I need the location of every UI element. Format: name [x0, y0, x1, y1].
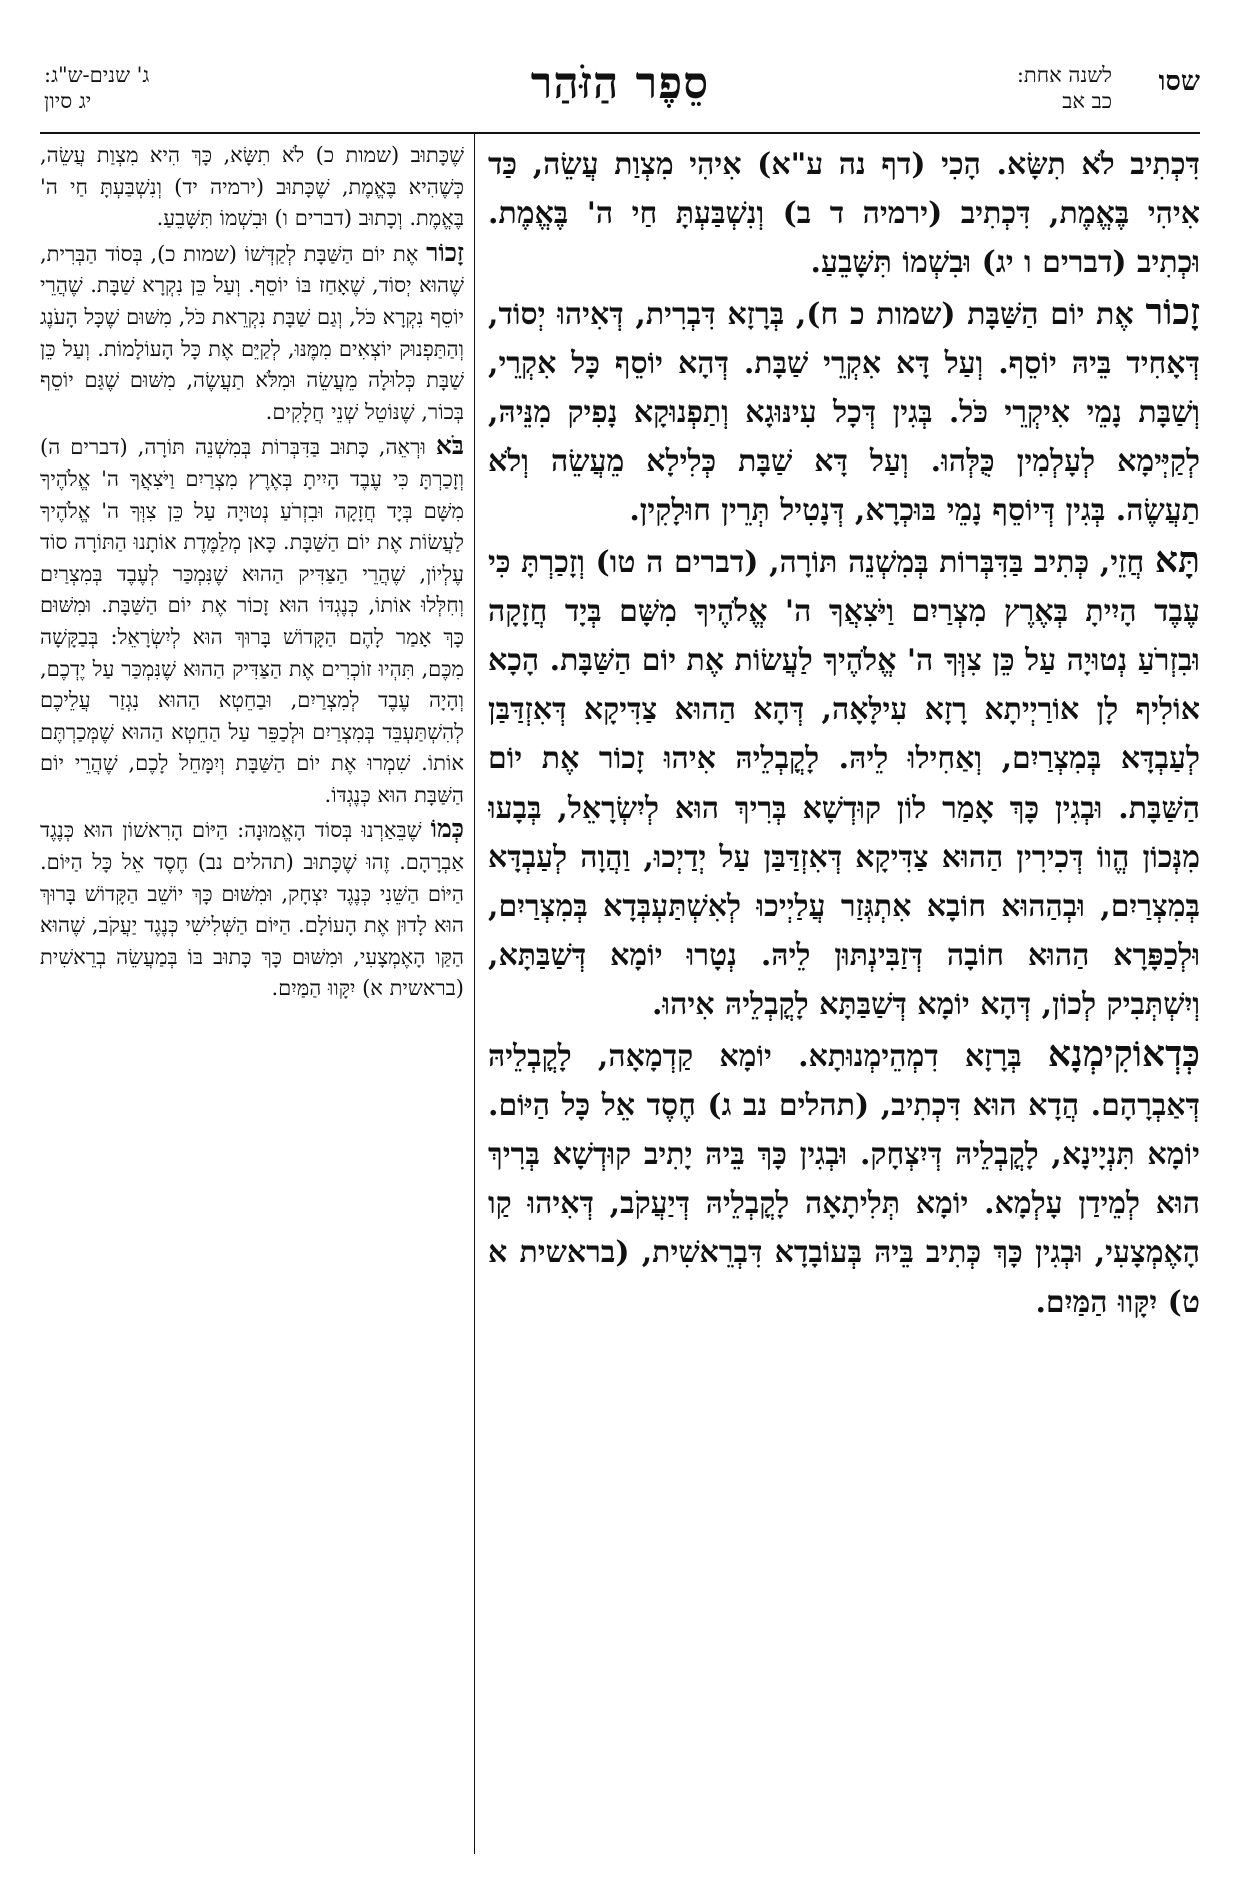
main-text-4: בְּרָזָא דִמְהֵימְנוּתָא. יוֹמָא קַדְמָאָה, לָקֳבְלֵיהּ דְּאַבְרָהָם. הֲדָא הוּא דִּכְתִיב, (תהלים נב ג) חֶסֶד אֵל כָּל הַיּוֹם. יוֹמָא תִּנְיָינָא, לָקֳבְלֵיהּ דְּיִצְחָק. וּבְגִין כָּךְ בֵּיהּ יָתִיב קוּדְשָׁא בְּרִיךְ הוּא לְמֵידַן עָלְמָא. יוֹמָא תְּלִיתָאָה לָקֳבְלֵיהּ דְּיַעֲקֹב, דְּאִיהוּ קַו הָאֶמְצָעִי, וּבְגִין כָּךְ כְּתִיב בֵּיהּ בְּעוֹבָדָא דִּבְרֵאשִׁית, (בראשית א ט) יִקָּווּ הַמַּיִם.: [488, 1038, 1200, 1320]
cycle-date: יג סיון: [44, 89, 92, 113]
daily-date: כב אב: [1062, 89, 1112, 113]
side-paragraph-1: שֶׁכָּתוּב (שמות כ) לֹא תִשָּׂא, כָּךְ הִיא מִצְוַת עֲשֵׂה, כְּשֶׁהִיא בֶּאֱמֶת, שֶׁכָּתוּב (ירמיה יד) וְנִשְׁבַּעְתָּ חַי ה' בֶּאֱמֶת. וְכָתוּב (דברים ו) וּבִשְׁמוֹ תִּשָּׁבֵעַ.: [40, 143, 464, 231]
main-text-2: אֶת יוֹם הַשַּׁבָּת (שמות כ ח), בְּרָזָא דִּבְרִית, דְּאִיהוּ יְסוֹד, דְּאָחִיד בֵּיהּ יוֹסֵף. וְעַל דָּא אִקְרֵי שַׁבָּת. דְּהָא יוֹסֵף כָּל אִקְרֵי, וְשַׁבָּת נָמֵי אִיקְרֵי כֹּל. בְּגִין דְּכָל עִינּוּגָא וְתַפְנוּקָא נָפִיק מִנֵּיהּ, לְקַיְּימָא לְעָלְמִין כֻּלְּהוּ. וְעַל דָּא שַׁבָּת כְּלִילָא מֵעֲשֵׂה וְלֹא תַעֲשֶׂה. בְּגִין דְּיוֹסֵף נָמֵי בּוּכְרָא, דְּנָטִיל תְּרֵין חוּלָקִין.: [488, 296, 1200, 529]
main-paragraph-1: דִּכְתִיב לֹא תִשָּׂא. הָכִי (דף נה ע"א) אִיהִי מִצְוַת עֲשֵׂה, כַּד אִיהִי בֶּאֱמֶת, דִּכְתִיב (ירמיה ד ב) וְנִשְׁבַּעְתָּ חַי ה' בֶּאֱמֶת. וּכְתִיב (דברים ו יג) וּבִשְׁמוֹ תִּשָּׁבֵעַ.: [488, 147, 1200, 281]
aramaic-column: [488, 140, 1200, 1860]
side-paragraph-3: [40, 430, 464, 811]
main-paragraph-2: [488, 288, 1200, 536]
main-lead-word-3: תָּא: [1154, 538, 1200, 581]
column-divider: [474, 134, 475, 1854]
main-lead-word-4: כְּדְאוֹקִימְנָא: [1047, 1032, 1200, 1075]
book-title: סֵפֶר הַזֹּהַר: [530, 58, 710, 109]
cycle-label: ג' שנים-ש"ג:: [44, 63, 150, 87]
header-rule: [40, 132, 1200, 134]
side-text-3: וּרְאֵה, כָּתוּב בַּדִּבְּרוֹת בְּמִשְׁנֵה תּוֹרָה, (דברים ה) וְזָכַרְתָּ כִּי עֶבֶד הָיִיתָ בְּאֶרֶץ מִצְרַיִם וַיֹּצִאֲךָ ה' אֱלֹהֶיךָ מִשָּׁם בְּיָד חֲזָקָה וּבִזְרֹעַ נְטוּיָה עַל כֵּן צִוְּךָ ה' אֱלֹהֶיךָ לַעֲשׂוֹת אֶת יוֹם הַשַּׁבָּת. כָּאן מְלַמֶּדֶת אוֹתָנוּ הַתּוֹרָה סוֹד עֶלְיוֹן, שֶׁהֲרֵי הַצַּדִּיק הַהוּא שֶׁנִּמְכַּר לְעֶבֶד בְּמִצְרַיִם וְחִלְּלוּ אוֹתוֹ, כְּנֶגְדּוֹ הוּא זָכוֹר אֶת יוֹם הַשַּׁבָּת. וּמִשּׁוּם כָּךְ אָמַר לָהֶם הַקָּדוֹשׁ בָּרוּךְ הוּא לְיִשְׂרָאֵל: בְּבַקָּשָׁה מִכֶּם, תִּהְיוּ זוֹכְרִים אֶת הַצַּדִּיק הַהוּא שֶׁנִּמְכַּר עַל יֶדְכֶם, וְהָיָה עֶבֶד לְמִצְרַיִם, וּבַחֵטְא הַהוּא נִגְזַר עֲלֵיכֶם לְהִשְׁתַּעְבֵּד בְּמִצְרַיִם וּלְכַפֵּר עַל הַחֵטְא הַהוּא שֶׁמְּכַרְתֶּם אוֹתוֹ. שִׁמְרוּ אֶת יוֹם הַשַּׁבָּת וְיִמָּחֵל לָכֶם, שֶׁהֲרֵי יוֹם הַשַּׁבָּת הוּא כְּנֶגְדּוֹ.: [40, 435, 464, 807]
side-text-2: אֶת יוֹם הַשַּׁבָּת לְקַדְּשׁוֹ (שמות כ), בְּסוֹד הַבְּרִית, שֶׁהוּא יְסוֹד, שֶׁאָחַז בּוֹ יוֹסֵף. וְעַל כֵּן נִקְרָא שַׁבָּת. שֶׁהֲרֵי יוֹסֵף נִקְרָא כֹּל, וְגַם שַׁבָּת נִקְרֵאת כֹּל, מִשּׁוּם שֶׁכָּל הָעֹנֶג וְהַתַּפְנוּק יוֹצְאִים מִמֶּנּוּ, לְקַיֵּם אֶת כָּל הָעוֹלָמוֹת. וְעַל כֵּן שַׁבָּת כְּלוּלָה מֵעֲשֵׂה וּמִלֹּא תַעֲשֶׂה, מִשּׁוּם שֶׁגַּם יוֹסֵף בְּכוֹר, שֶׁנּוֹטֵל שְׁנֵי חֲלָקִים.: [40, 241, 464, 424]
side-lead-word-2: זָכוֹר: [426, 237, 464, 267]
side-paragraph-4: [40, 813, 464, 1005]
main-paragraph-3: [488, 536, 1200, 1030]
main-lead-word-2: זָכוֹר: [1145, 290, 1200, 333]
side-paragraph-2: [40, 237, 464, 429]
page-header: [40, 58, 1200, 128]
page-number: שסו: [1158, 66, 1200, 97]
side-lead-word-3: בֹּא: [435, 431, 464, 461]
hebrew-translation-column: [40, 140, 464, 1860]
main-paragraph-4: [488, 1030, 1200, 1327]
main-text-3: חֲזֵי, כְּתִיב בַּדִּבְּרוֹת בְּמִשְׁנֵה תּוֹרָה, (דברים ה טו) וְזָכַרְתָּ כִּי עֶבֶד הָיִיתָ בְּאֶרֶץ מִצְרַיִם וַיֹּצִאֲךָ ה' אֱלֹהֶיךָ מִשָּׁם בְּיָד חֲזָקָה וּבִזְרֹעַ נְטוּיָה עַל כֵּן צִוְּךָ ה' אֱלֹהֶיךָ לַעֲשׂוֹת אֶת יוֹם הַשַּׁבָּת. הָכָא אוֹלִיף לָן אוֹרַיְיתָא רָזָא עִילָּאָה, דְּהָא הַהוּא צַדִּיקָא דְּאִזְדַּבַּן לְעַבְדָּא בְּמִצְרַיִם, וְאַחִילוּ לֵיהּ. לָקֳבְלֵיהּ אִיהוּ זָכוֹר אֶת יוֹם הַשַּׁבָּת. וּבְגִין כָּךְ אָמַר לוֹן קוּדְשָׁא בְּרִיךְ הוּא לְיִשְׂרָאֵל, בְּבָעוּ מִנְּכוֹן הֱווֹ דְּכִירִין הַהוּא צַדִּיקָא דְּאִזְדַּבַּן עַל יְדַיְכוּ, וַהֲוָה לְעַבְדָּא בְּמִצְרַיִם, וּבְהַהוּא חוֹבָא אִתְגְּזַר עֲלַיְיכוּ לְאִשְׁתַּעְבְּדָא בְּמִצְרַיִם, וּלְכַפָּרָא הַהוּא חוֹבָה דְּזַבִּינְתּוּן לֵיהּ. נְטָרוּ יוֹמָא דְּשַׁבַּתָּא, וְיִשְׁתְּבִיק לְכוֹן, דְּהָא יוֹמָא דְּשַׁבַּתָּא לָקֳבְלֵיהּ אִיהוּ.: [488, 544, 1200, 1023]
daily-label: לשנה אחת:: [1016, 63, 1112, 87]
side-lead-word-4: כְּמוֹ: [430, 814, 464, 844]
side-text-4: שֶׁבֵּאַרְנוּ בְּסוֹד הָאֱמוּנָה: הַיּוֹם הָרִאשׁוֹן הוּא כְּנֶגֶד אַבְרָהָם. זֶהוּ שֶׁכָּתוּב (תהלים נב) חֶסֶד אֵל כָּל הַיּוֹם. הַיּוֹם הַשֵּׁנִי כְּנֶגֶד יִצְחָק, וּמִשּׁוּם כָּךְ יוֹשֵׁב הַקָּדוֹשׁ בָּרוּךְ הוּא לָדוּן אֶת הָעוֹלָם. הַיּוֹם הַשְּׁלִישִׁי כְּנֶגֶד יַעֲקֹב, שֶׁהוּא הַקַּו הָאֶמְצָעִי, וּמִשּׁוּם כָּךְ כָּתוּב בּוֹ בְּמַעֲשֵׂה בְרֵאשִׁית (בראשית א) יִקָּווּ הַמַּיִם.: [40, 818, 464, 1001]
cycle-schedule: [44, 62, 149, 114]
